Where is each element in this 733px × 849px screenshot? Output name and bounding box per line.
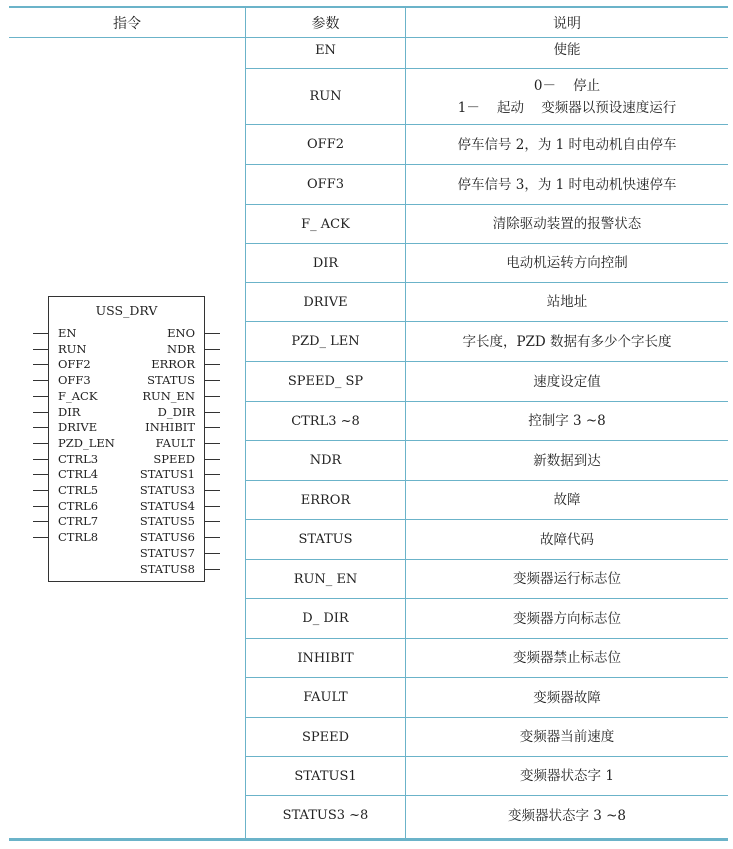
description-cell bbox=[406, 244, 728, 282]
input-pin-label: RUN bbox=[58, 341, 87, 356]
description-line: 变频器方向标志位 bbox=[513, 610, 621, 627]
input-pin-lead bbox=[33, 521, 48, 522]
description-line: 变频器运行标志位 bbox=[513, 571, 621, 587]
description-cell bbox=[406, 322, 728, 361]
output-pin-lead bbox=[205, 333, 220, 334]
description-cell bbox=[406, 757, 728, 795]
output-pin-label: STATUS7 bbox=[139, 545, 195, 560]
input-pin-label: CTRL6 bbox=[58, 498, 99, 513]
table-bottom-rule bbox=[9, 838, 728, 841]
table-row bbox=[246, 244, 728, 283]
table-row bbox=[246, 441, 728, 481]
description-line: 速度设定值 bbox=[533, 373, 601, 390]
table-row bbox=[246, 283, 728, 322]
description-line: 变频器当前速度 bbox=[519, 729, 615, 745]
param-cell: OFF3 bbox=[307, 177, 344, 192]
output-pin-lead bbox=[205, 553, 220, 554]
input-pin-label: CTRL5 bbox=[58, 483, 99, 497]
description-line: 变频器禁止标志位 bbox=[513, 650, 621, 666]
table-row bbox=[246, 718, 728, 757]
output-pin-lead bbox=[205, 412, 220, 413]
output-pin-lead bbox=[205, 490, 220, 491]
param-cell: CTRL3 ~8 bbox=[291, 413, 360, 429]
output-pin-lead bbox=[205, 396, 220, 397]
description-cell bbox=[406, 520, 728, 559]
description-cell bbox=[406, 32, 728, 68]
output-pin-label: STATUS8 bbox=[139, 561, 195, 576]
input-pin-label: OFF2 bbox=[58, 357, 91, 372]
table-row bbox=[246, 362, 728, 402]
output-pin-lead bbox=[205, 569, 220, 570]
param-cell: D_ DIR bbox=[302, 611, 349, 626]
output-pin-label: SPEED bbox=[153, 451, 195, 466]
table-row bbox=[246, 678, 728, 718]
description-line: 1－ 起动 变频器以预设速度运行 bbox=[457, 99, 677, 116]
table-row bbox=[246, 520, 728, 560]
table-row bbox=[246, 32, 728, 69]
description-line: 电动机运转方向控制 bbox=[506, 255, 628, 271]
input-pin-lead bbox=[33, 396, 48, 397]
description-line: 故障 bbox=[553, 492, 581, 508]
input-pin-lead bbox=[33, 506, 48, 507]
input-pin-label: DIR bbox=[58, 404, 81, 419]
input-pin-lead bbox=[33, 459, 48, 460]
output-pin-label: STATUS3 bbox=[139, 483, 195, 497]
output-pin-label: ERROR bbox=[151, 357, 195, 372]
description-line: 0－ 停止 bbox=[533, 77, 601, 94]
output-pin-lead bbox=[205, 459, 220, 460]
table-row bbox=[246, 402, 728, 441]
output-pin-label: RUN_EN bbox=[142, 388, 195, 403]
output-pin-label: NDR bbox=[167, 341, 195, 356]
param-cell: EN bbox=[315, 42, 336, 58]
input-pin-label: CTRL7 bbox=[58, 514, 99, 529]
param-cell: STATUS1 bbox=[294, 768, 357, 784]
param-cell: F_ ACK bbox=[301, 216, 350, 232]
param-cell: OFF2 bbox=[307, 137, 344, 152]
input-pin-lead bbox=[33, 490, 48, 491]
description-cell bbox=[406, 69, 728, 124]
description-cell bbox=[406, 639, 728, 677]
output-pin-label: STATUS4 bbox=[139, 498, 195, 513]
param-cell: DIR bbox=[312, 255, 339, 271]
header-description: 说明 bbox=[553, 15, 581, 32]
output-pin-lead bbox=[205, 506, 220, 507]
input-pin-lead bbox=[33, 474, 48, 475]
param-cell: FAULT bbox=[303, 690, 348, 705]
description-line: 字长度，PZD 数据有多少个字长度 bbox=[462, 333, 672, 350]
description-line: 新数据到达 bbox=[533, 452, 601, 469]
description-line: 使能 bbox=[553, 42, 581, 58]
table-row bbox=[246, 796, 728, 835]
header-parameter: 参数 bbox=[311, 15, 340, 32]
input-pin-label: PZD_LEN bbox=[58, 435, 115, 450]
output-pin-lead bbox=[205, 443, 220, 444]
table-row bbox=[246, 560, 728, 599]
output-pin-label: D_DIR bbox=[157, 404, 195, 419]
param-cell: ERROR bbox=[300, 492, 351, 508]
output-pin-label: ENO bbox=[167, 326, 195, 340]
input-pin-lead bbox=[33, 427, 48, 428]
input-pin-lead bbox=[33, 380, 48, 381]
output-pin-label: STATUS1 bbox=[139, 467, 195, 482]
param-cell: DRIVE bbox=[303, 294, 348, 310]
description-line: 变频器状态字 3 ~8 bbox=[507, 807, 627, 824]
description-cell bbox=[406, 283, 728, 321]
header-instruction: 指令 bbox=[113, 15, 141, 32]
description-line: 站地址 bbox=[546, 294, 588, 310]
param-cell: STATUS3 ~8 bbox=[282, 808, 369, 823]
input-pin-lead bbox=[33, 349, 48, 350]
param-cell: RUN bbox=[309, 89, 342, 104]
description-cell bbox=[406, 441, 728, 480]
table-row bbox=[246, 69, 728, 125]
input-pin-lead bbox=[33, 364, 48, 365]
output-pin-lead bbox=[205, 380, 220, 381]
param-cell: INHIBIT bbox=[297, 650, 354, 666]
param-cell: RUN_ EN bbox=[293, 571, 358, 587]
table-row bbox=[246, 322, 728, 362]
param-cell: PZD_ LEN bbox=[291, 334, 360, 349]
output-pin-label: STATUS bbox=[147, 373, 195, 388]
block-title: USS_DRV bbox=[95, 303, 158, 318]
output-pin-lead bbox=[205, 521, 220, 522]
output-pin-label: STATUS6 bbox=[139, 530, 195, 545]
input-pin-label: CTRL8 bbox=[58, 530, 99, 545]
input-pin-label: DRIVE bbox=[58, 420, 98, 435]
output-pin-label: FAULT bbox=[155, 435, 195, 450]
input-pin-label: CTRL3 bbox=[58, 451, 99, 466]
description-line: 控制字 3 ~8 bbox=[528, 413, 606, 429]
table-row bbox=[246, 599, 728, 639]
param-cell: SPEED_ SP bbox=[287, 374, 364, 389]
param-cell: STATUS bbox=[298, 532, 353, 547]
output-pin-lead bbox=[205, 427, 220, 428]
param-cell: NDR bbox=[309, 453, 342, 468]
description-cell bbox=[406, 560, 728, 598]
output-pin-lead bbox=[205, 474, 220, 475]
description-line: 清除驱动装置的报警状态 bbox=[492, 216, 642, 232]
output-pin-lead bbox=[205, 364, 220, 365]
description-cell bbox=[406, 205, 728, 243]
table-row bbox=[246, 125, 728, 165]
description-cell bbox=[406, 125, 728, 164]
description-line: 故障代码 bbox=[540, 531, 594, 548]
input-pin-lead bbox=[33, 443, 48, 444]
table-row bbox=[246, 757, 728, 796]
description-line: 变频器故障 bbox=[533, 689, 601, 706]
table-row bbox=[246, 481, 728, 520]
input-pin-lead bbox=[33, 537, 48, 538]
output-pin-lead bbox=[205, 349, 220, 350]
table-row bbox=[246, 639, 728, 678]
input-pin-lead bbox=[33, 333, 48, 334]
description-cell bbox=[406, 402, 728, 440]
output-pin-label: INHIBIT bbox=[145, 420, 195, 435]
description-cell bbox=[406, 796, 728, 835]
param-cell: SPEED bbox=[301, 729, 350, 745]
output-pin-lead bbox=[205, 537, 220, 538]
description-cell bbox=[406, 599, 728, 638]
table-row bbox=[246, 165, 728, 205]
input-pin-label: CTRL4 bbox=[58, 467, 99, 482]
description-line: 停车信号 2，为 1 时电动机自由停车 bbox=[457, 136, 677, 153]
table-row bbox=[246, 205, 728, 244]
input-pin-label: OFF3 bbox=[58, 373, 91, 388]
description-line: 变频器状态字 1 bbox=[520, 768, 614, 784]
description-cell bbox=[406, 718, 728, 756]
description-cell bbox=[406, 362, 728, 401]
input-pin-label: EN bbox=[58, 326, 77, 340]
description-line: 停车信号 3，为 1 时电动机快速停车 bbox=[457, 176, 677, 193]
description-cell bbox=[406, 165, 728, 204]
output-pin-label: STATUS5 bbox=[139, 514, 195, 529]
description-cell bbox=[406, 481, 728, 519]
input-pin-lead bbox=[33, 412, 48, 413]
description-cell bbox=[406, 678, 728, 717]
input-pin-label: F_ACK bbox=[58, 388, 98, 403]
